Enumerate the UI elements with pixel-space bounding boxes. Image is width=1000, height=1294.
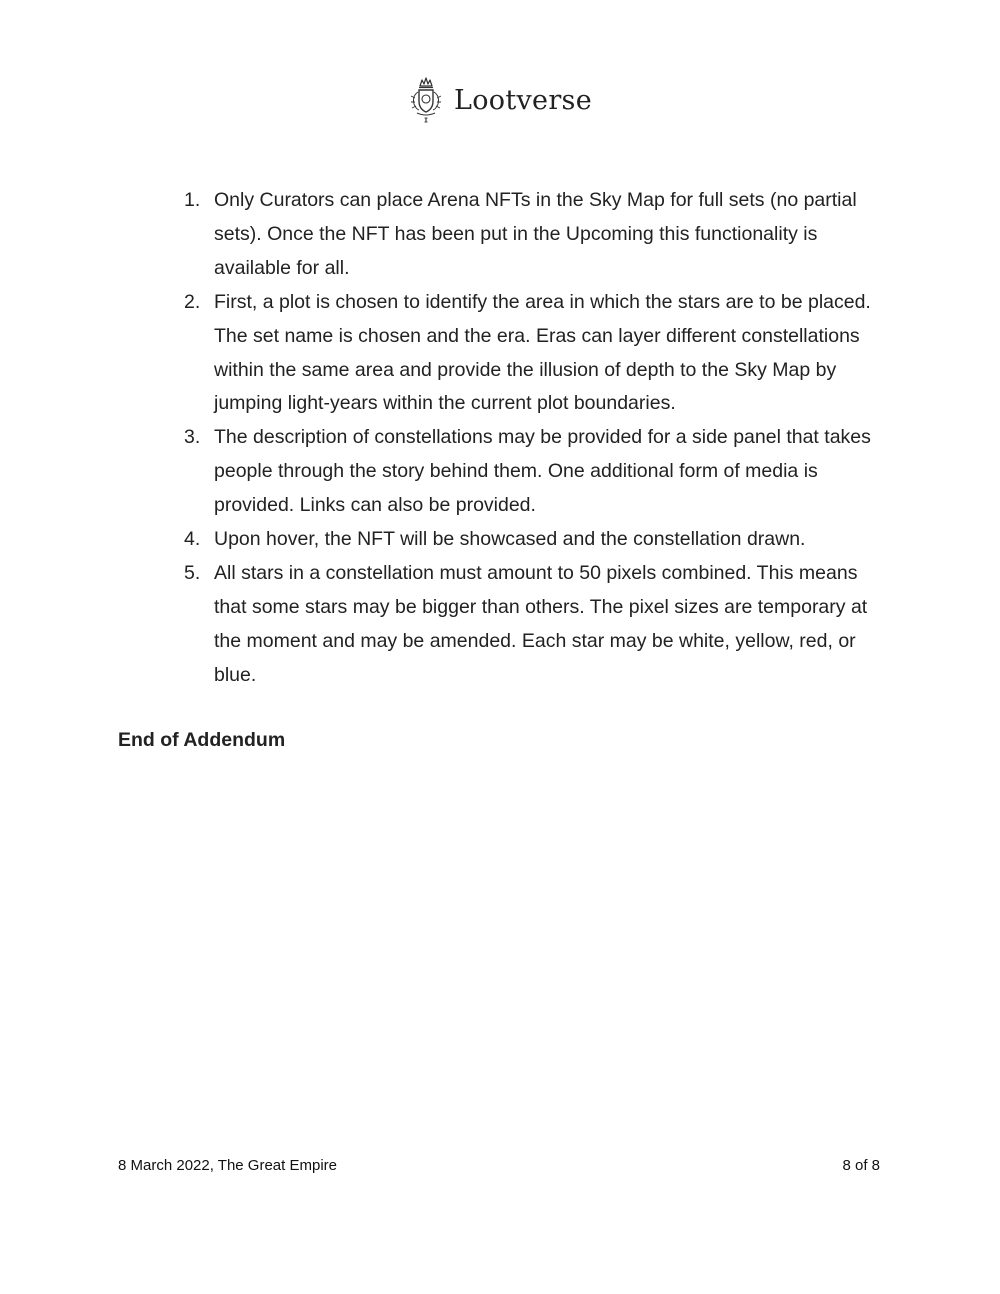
footer-page-number: 8 of 8 — [842, 1157, 880, 1174]
list-item-number: 5. — [184, 561, 201, 584]
list-item-text: Upon hover, the NFT will be showcased and the constellation drawn. — [214, 528, 806, 551]
footer-date-author: 8 March 2022, The Great Empire — [118, 1157, 337, 1174]
list-item-text: Only Curators can place Arena NFTs in the Sky Map for full sets (no partial sets). Once the NFT has been put in the Upcoming this functionality is available for all. — [214, 189, 857, 279]
list-item-text: The description of constellations may be provided for a side panel that takes people through the story behind them. One additional form of media is provided. Links can also be provided. — [214, 426, 871, 517]
page-header — [0, 74, 1000, 124]
crest-icon — [408, 74, 444, 124]
list-item-text: All stars in a constellation must amount to 50 pixels combined. This means that some stars may be bigger than others. The pixel sizes are temporary at the moment and may be amended. Each star may be white, yellow, red, or blue. — [214, 561, 868, 686]
list-item — [184, 523, 884, 557]
numbered-list — [184, 184, 884, 693]
list-item — [184, 421, 884, 523]
list-item-text: First, a plot is chosen to identify the area in which the stars are to be placed. The set name is chosen and the era. Eras can layer different constellations within the same area and provide the illusion of depth to the Sky Map by jumping light-years within the current plot boundaries. — [214, 290, 871, 415]
list-item-number: 3. — [184, 426, 201, 449]
end-of-addendum-heading: End of Addendum — [118, 729, 286, 751]
list-item-number: 1. — [184, 189, 201, 211]
brand-name: Lootverse — [454, 84, 592, 116]
list-item — [184, 286, 884, 422]
list-item-number: 2. — [184, 290, 201, 313]
list-item — [184, 557, 884, 693]
list-item-number: 4. — [184, 528, 201, 551]
list-item — [184, 184, 884, 286]
